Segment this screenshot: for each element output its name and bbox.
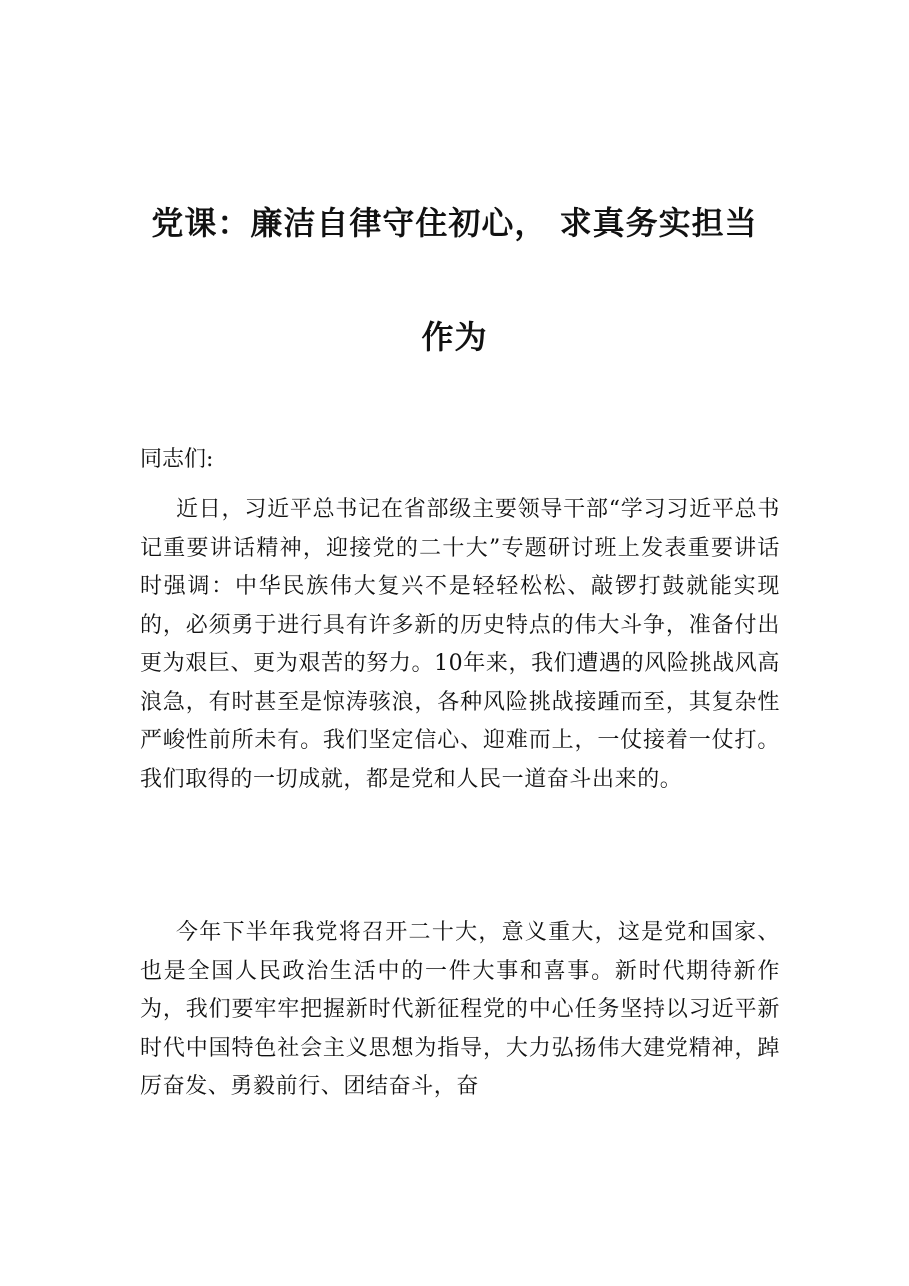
document-title-line1: 党课：廉洁自律守住初心， 求真务实担当 (151, 204, 758, 242)
paragraph-2: 今年下半年我党将召开二十大，意义重大，这是党和国家、也是全国人民政治生活中的一件大事和喜事。新时代期待新作为，我们要牢牢把握新时代新征程党的中心任务坚持以习近平新时代中国特色社会主义思想为指导，大力弘扬伟大建党精神，踔厉奋发、勇毅前行、团结奋斗，奋 (140, 920, 780, 1099)
paragraph-1: 近日，习近平总书记在省部级主要领导干部“学习习近平总书记重要讲话精神，迎接党的二十大”专题研讨班上发表重要讲话时强调：中华民族伟大复兴不是轻轻松松、敲锣打鼓就能实现的，必须勇于进行具有许多新的历史特点的伟大斗争，准备付出更为艰巨、更为艰苦的努力。10年来，我们遭遇的风险挑战风高浪急，有时甚至是惊涛骇浪，各种风险挑战接踵而至，其复杂性严峻性前所未有。我们坚定信心、迎难而上，一仗接着一仗打。我们取得的一切成就，都是党和人民一道奋斗出来的。 (140, 497, 780, 792)
salutation: 同志们: (140, 447, 214, 472)
document-title-line2: 作为 (421, 318, 488, 356)
